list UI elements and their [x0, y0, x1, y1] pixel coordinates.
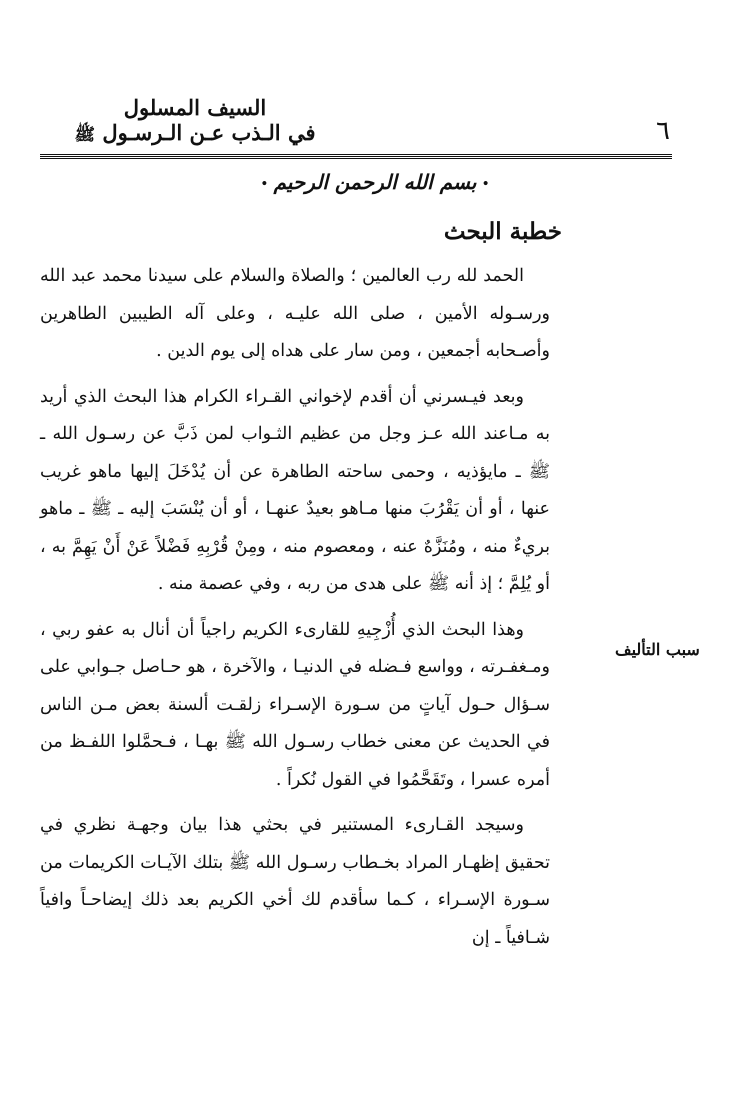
paragraph: وسيجد القـارىء المستنير في بحثي هذا بيان وجهـة نظري في تحقيق إظهـار المراد بخـطاب رسـول الله ﷺ بتلك الآيـات الكريمات من سـورة الإسـراء ، كـما سأقدم لك أخي الكريم بعد ذلك إيضاحـاً وافياً شـافياً ـ إن [40, 815, 550, 948]
book-title-line1: السيف المسلول [123, 95, 267, 120]
book-title-line2: في الـذب عـن الـرسـول [102, 120, 316, 145]
header-rule-thin [40, 158, 672, 159]
paragraph: وهذا البحث الذي أُزْجِيهِ للقارىء الكريم راجياً أن أنال به عفو ربي ، ومـغفـرته ، وواسع فـضله في الدنيـا ، والآخرة ، هو حـاصل جـوابي على سـؤال حـول آياتٍ من سـورة الإسـراء زلقـت ألسنة بعض مـن الناس في الحديث عن معنى خطاب رسـول الله ﷺ بهـا ، فـحمَّلوا اللفـظ من أمره عسرا ، وتَقَحَّمُوا في القول نُكراً . [40, 619, 550, 790]
ornament-dot-icon: • [481, 176, 490, 193]
book-title [50, 96, 340, 148]
section-title: خطبة البحث [443, 218, 562, 245]
paragraph: الحمد لله رب العالمين ؛ والصلاة والسلام على سيدنا محمد عبد الله ورسـوله الأمين ، صلى الله عليـه ، وعلى آله الطيبين الطاهرين وأصـحابه أجمعين ، ومن سار على هداه إلى يوم الدين . [40, 266, 550, 361]
header-rule [40, 154, 672, 157]
paragraph: وبعد فيـسرني أن أقدم لإخواني القـراء الكرام هذا البحث الذي أريد به مـاعند الله عـز وجل من عظيم الثـواب لمن ذَبَّ عن رسـول الله ـ ﷺ ـ مايؤذيه ، وحمى ساحته الطاهرة عن أن يُدْخَلَ إليها ماهو غريب عنها ، أو أن يَقْرُبَ منها مـاهو بعيدٌ عنهـا ، أو أن يُنْسَبَ إليه ـ ﷺ ـ ماهو بريءٌ منه ، ومُنَزَّهٌ عنه ، ومعصوم منه ، ومِنْ قُرْبِهِ فَضْلاً عَنْ أَنْ يَهِمَّ به ، أو يُلِمَّ ؛ إذ أنه ﷺ على هدى من ربه ، وفي عصمة منه . [40, 386, 550, 594]
page-number: ٦ [656, 116, 670, 146]
body-text [40, 258, 550, 957]
basmala-text: بسم الله الرحمن الرحيم [273, 170, 477, 194]
running-header [40, 92, 670, 154]
basmala-ornament [240, 170, 510, 210]
pbuh-ligature: ﷺ [74, 125, 96, 145]
margin-note: سبب التأليف [615, 640, 700, 659]
ornament-dot-icon: • [260, 176, 269, 193]
